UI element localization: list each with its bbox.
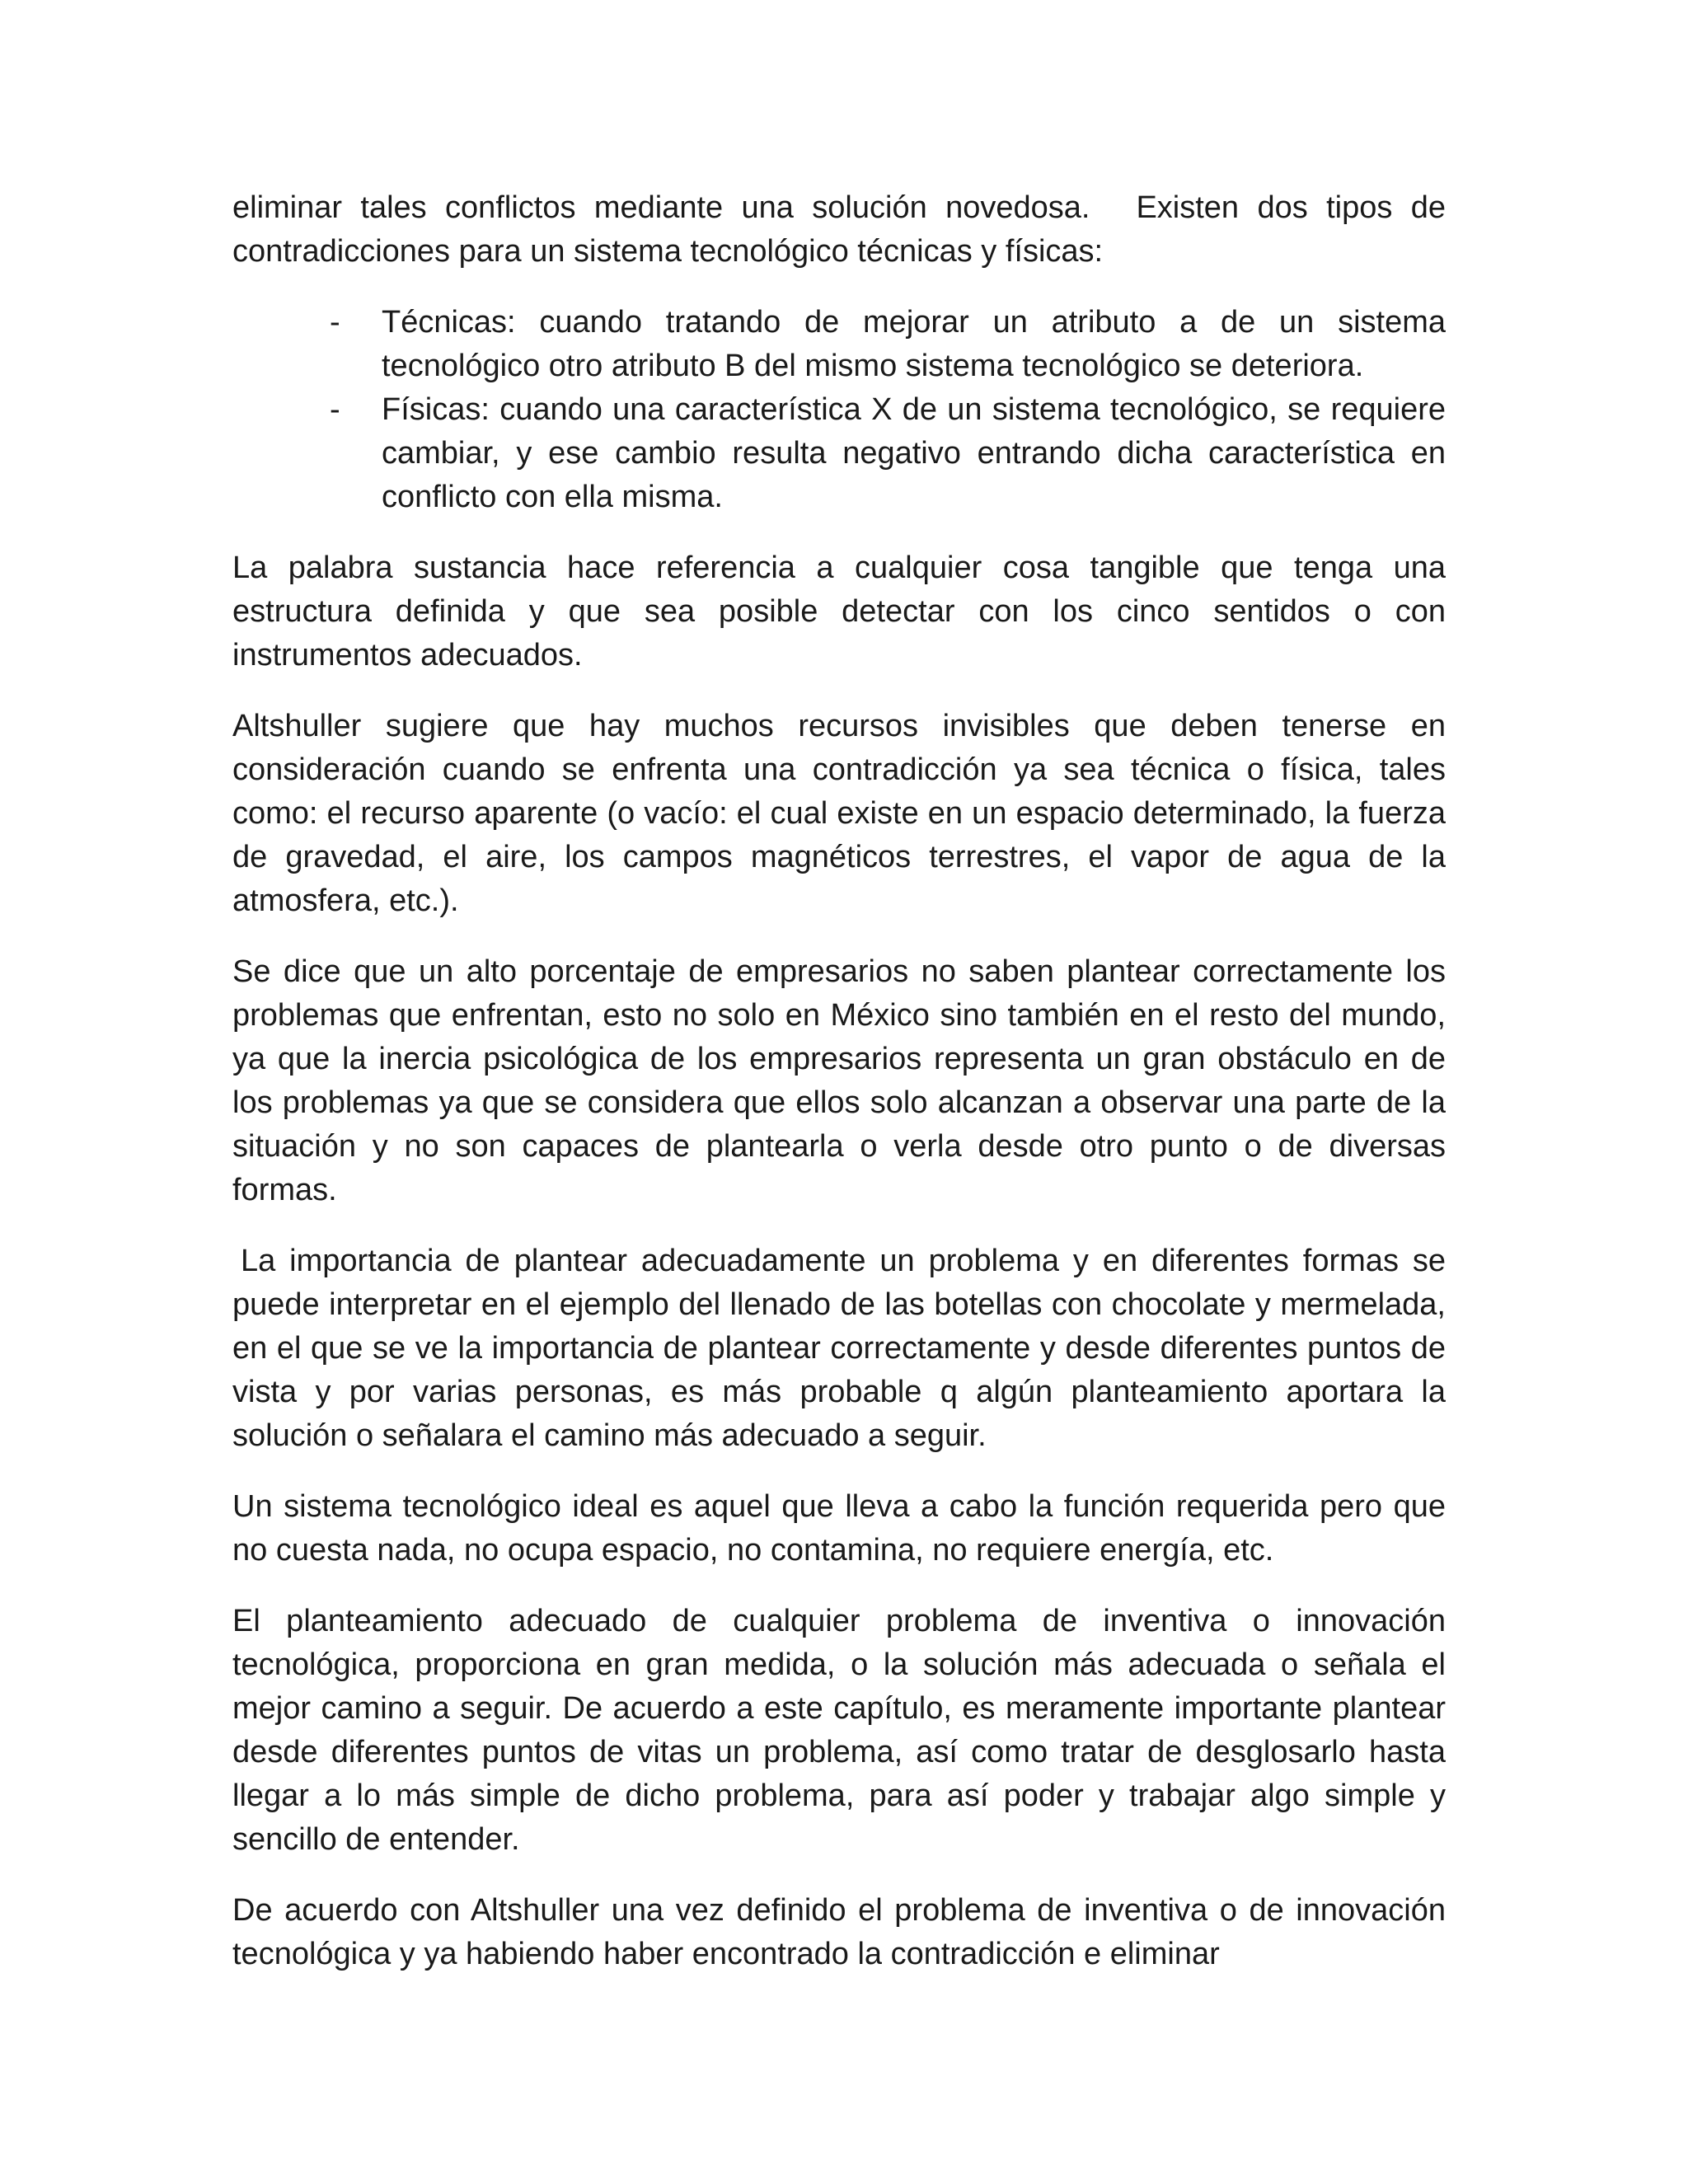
list-bullet: - xyxy=(330,392,340,427)
paragraph-planteamiento: El planteamiento adecuado de cualquier problema de inventiva o innovación tecnológica, proporciona en gran medida, o la solución más adecuada o señala el mejor camino a seguir. De acuerdo a este capítulo, es meramente importante plantear desde diferentes puntos de vitas un problema, así como tratar de desglosarlo hasta llegar a lo más simple de dicho problema, para así poder y trabajar algo simple y sencillo de entender. xyxy=(232,1604,1446,1857)
paragraph-altshuller: De acuerdo con Altshuller una vez definido el problema de inventiva o de innovación tecnológica y ya habiendo haber encontrado la contradicción e eliminar xyxy=(232,1893,1446,1971)
paragraph-importancia: La importancia de plantear adecuadamente un problema y en diferentes formas se puede interpretar en el ejemplo del llenado de las botellas con chocolate y mermelada, en el que se ve la importancia de plantear correctamente y desde diferentes puntos de vista y por varias personas, es más probable q algún planteamiento aportara la solución o señalara el camino más adecuado a seguir. xyxy=(232,1244,1446,1453)
intro-text-part2: Existen dos tipos de contradicciones para un sistema tecnológico técnicas y físicas: xyxy=(232,190,1446,269)
paragraph-empresarios: Se dice que un alto porcentaje de empresarios no saben plantear correctamente los problemas que enfrentan, esto no solo en México sino también en el resto del mundo, ya que la inercia psicológica de los empresarios representa un gran obstáculo en de los problemas ya que se considera que ellos solo alcanzan a observar una parte de la situación y no son capaces de plantearla o verla desde otro punto o de diversas formas. xyxy=(232,954,1446,1207)
paragraph-sustancia: La palabra sustancia hace referencia a cualquier cosa tangible que tenga una estructura definida y que sea posible detectar con los cinco sentidos o con instrumentos adecuados. xyxy=(232,551,1446,673)
list-item-tecnicas xyxy=(232,301,1446,388)
list-item-text: Técnicas: cuando tratando de mejorar un atributo a de un sistema tecnológico otro atributo B del mismo sistema tecnológico se deteriora. xyxy=(382,305,1446,383)
intro-text-part1: eliminar tales conflictos mediante una solución novedosa. xyxy=(232,190,1090,225)
paragraph-sistema-ideal: Un sistema tecnológico ideal es aquel que lleva a cabo la función requerida pero que no cuesta nada, no ocupa espacio, no contamina, no requiere energía, etc. xyxy=(232,1489,1446,1568)
contradiction-types-list xyxy=(232,301,1446,519)
list-item-fisicas xyxy=(232,388,1446,519)
list-item-text: Físicas: cuando una característica X de un sistema tecnológico, se requiere cambiar, y ese cambio resulta negativo entrando dicha característica en conflicto con ella misma. xyxy=(382,392,1446,514)
document-page xyxy=(232,186,1446,2004)
paragraph-recursos: Altshuller sugiere que hay muchos recursos invisibles que deben tenerse en consideración cuando se enfrenta una contradicción ya sea técnica o física, tales como: el recurso aparente (o vacío: el cual existe en un espacio determinado, la fuerza de gravedad, el aire, los campos magnéticos terrestres, el vapor de agua de la atmosfera, etc.). xyxy=(232,709,1446,918)
list-bullet: - xyxy=(330,305,340,340)
intro-paragraph xyxy=(232,186,1446,274)
